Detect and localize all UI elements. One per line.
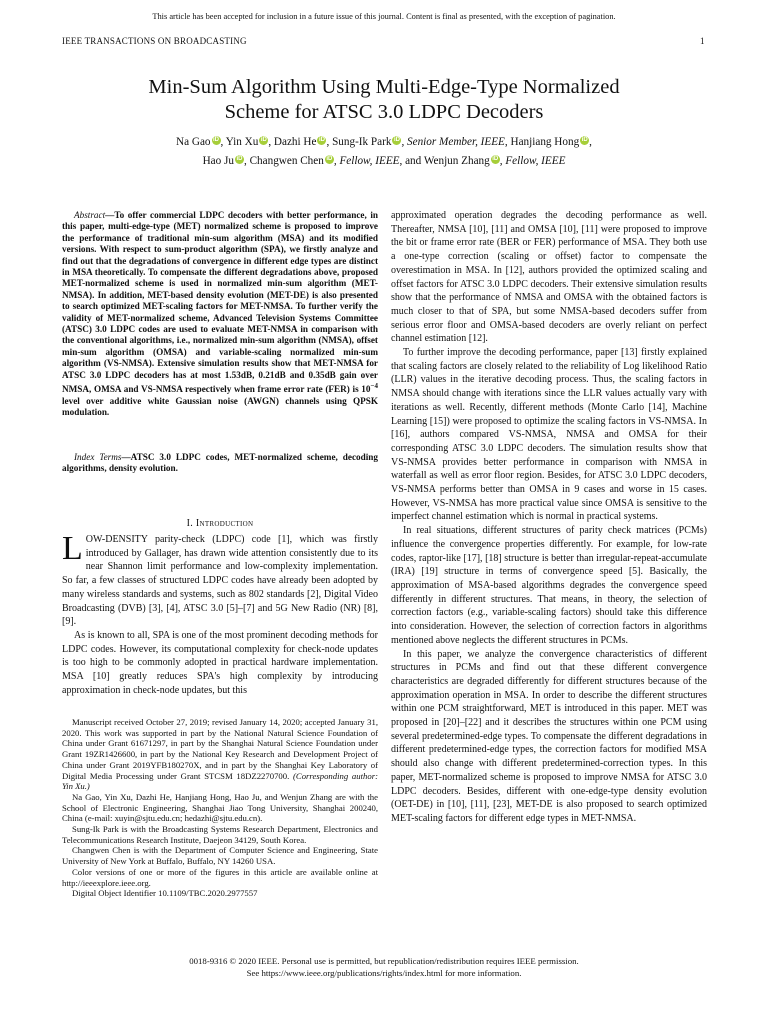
- abstract-exponent: −4: [370, 382, 378, 391]
- orcid-icon[interactable]: iD: [318, 137, 325, 143]
- footnote-affiliation: Sung-Ik Park is with the Broadcasting Systems Research Department, Electronics and Telecommunications Research Institute, Daejeon 34129, South Korea.: [62, 824, 378, 845]
- orcid-icon[interactable]: iD: [393, 137, 400, 143]
- corresponding-author: (Corresponding author: Yin Xu.): [62, 770, 378, 792]
- footnote-text: Manuscript received October 27, 2019; revised January 14, 2020; accepted January 31, 2020. This work was supported in part by the National Natural Science Foundation of China under Grant 61671297, in part by the Shanghai Natural Science Foundation under Grant 19ZR1426600, in part by the National Key Research and Development Project of China under Grant 2019YFB180270X, and in part by the Shanghai Key Laboratory of Digital Media Processing under Grant STCSM 18DZ2270700.: [62, 717, 378, 781]
- footnote-affiliation: Na Gao, Yin Xu, Dazhi He, Hanjiang Hong, Hao Ju, and Wenjun Zhang are with the School of Electronic Engineering, Shanghai Jiao Tong University, Shanghai 200240, China (e-mail: xuyin@sjtu.edu.cn; hedazhi@sjtu.edu.cn).: [62, 791, 378, 824]
- footnote-manuscript: [62, 717, 378, 792]
- title-line-1: Min-Sum Algorithm Using Multi-Edge-Type Normalized: [148, 76, 620, 98]
- intro-right-column: [391, 209, 707, 826]
- author-name: , Hanjiang Hong: [504, 136, 580, 148]
- footnote-affiliation: Changwen Chen is with the Department of Computer Science and Engineering, State University of New York at Buffalo, Buffalo, NY 14260 USA.: [62, 845, 378, 867]
- author-membership: , Fellow, IEEE: [499, 155, 566, 167]
- author-separator: ,: [589, 136, 592, 148]
- abstract-label: Abstract: [74, 210, 106, 220]
- orcid-icon[interactable]: iD: [326, 156, 333, 162]
- footnote-color-versions: Color versions of one or more of the figures in this article are available online at http://ieeexplore.ieee.org.: [62, 866, 378, 888]
- author-membership: , Fellow, IEEE: [333, 155, 400, 167]
- dropcap-letter: L: [62, 530, 83, 567]
- author-name: , Sung-Ik Park: [326, 136, 392, 148]
- intro-left-column: [62, 530, 378, 697]
- paper-title: [60, 75, 708, 125]
- title-line-2: Scheme for ATSC 3.0 LDPC Decoders: [224, 101, 544, 123]
- acceptance-notice: This article has been accepted for inclusion in a future issue of this journal. Content is final as presented, with the exception of pagination.: [152, 12, 616, 21]
- rights-link-line: See https://www.ieee.org/publications/rights/index.html for more information.: [246, 968, 522, 978]
- page-number: 1: [700, 36, 705, 46]
- body-paragraph: In this paper, we analyze the convergence characteristics of different structures in PCMs and find out that these different convergence characteristics are degraded differently for different structures because of the approximation operation in MSA. In order to describe the different structures within one PCM straightforward, MET is introduced in this paper. MET was proposed in [20]–[22] and it describes the structures within one PCM using several predetermined-edge types. To compensate the different degradations in different predetermined-edge types, the correction factors for modified MSA should also change with different predetermined-correction types. In this paper, MET-normalized scheme is proposed to improve NMSA for ATSC 3.0 LDPC decoders. Besides, different with one-edge-type density evolution (OET-DE) in [10], [11], [23], MET-DE is also proposed to search optimized MET-scaling factors for different edge types in MET-NMSA.: [391, 648, 707, 824]
- copyright-footer: [0, 955, 768, 979]
- orcid-icon[interactable]: iD: [236, 156, 243, 162]
- author-name: , Changwen Chen: [243, 155, 324, 167]
- copyright-line: 0018-9316 © 2020 IEEE. Personal use is permitted, but republication/redistribution requires IEEE permission.: [189, 956, 579, 966]
- body-paragraph: In real situations, different structures of parity check matrices (PCMs) influence the convergence properties differently. For example, for low-rate codes, raptor-like [17], [18] structure is better than irregular-repeat-accumulate (IRA) [19] structure in terms of convergence speed [5]. Basically, the approximation of MSA-based algorithms degrades the convergence speed differently in different structures. That means, in theory, the selection of correction factors (e.g., variable-scaling factors) should take this difference into consideration. However, the selection of correction factors in algorithms mentioned above neglects the different structures in PCMs.: [391, 525, 707, 646]
- section-heading: I. Introduction: [186, 518, 254, 529]
- author-name: , Dazhi He: [268, 136, 317, 148]
- author-name: Na Gao: [176, 136, 211, 148]
- index-terms-text: —ATSC 3.0 LDPC codes, MET-normalized scheme, decoding algorithms, density evolution.: [62, 452, 378, 474]
- orcid-icon[interactable]: iD: [492, 156, 499, 162]
- body-paragraph: approximated operation degrades the decoding performance as well. Thereafter, NMSA [10], [11] and OMSA [10], [11] were proposed to improve the bit or frame error rate (BER or FER) performance of MSA. They both use a one-type correction (scaling or offset) factor to compensate the overestimation in MSA. In [12], authors provided the optimized scaling and offset factors for ATSC 3.0 LDPC decoders. Their extensive simulation results show that the performance of NMSA and OMSA with the obtained factors is much closer to that of SPA, but some NMSA-based decoders suffer from serious error floor and OMSA-based decoders are overly reliant on perfect channel estimation [12].: [391, 210, 707, 345]
- author-line-2: [60, 152, 708, 171]
- intro-paragraph: [62, 530, 378, 629]
- intro-paragraph-text: OW-DENSITY parity-check (LDPC) code [1], which was firstly introduced by Gallager, has drawn wide attention consistently due to its near Shannon limit performance and low-complexity implementation. So far, a few classes of structured LDPC codes have already been adopted by many wireless standards and systems, such as 802 standards [2], Digital Video Broadcasting (DVB) [3], [4], ATSC 3.0 [5]–[7] and 5G New Radio (NR) [8], [9].: [62, 534, 378, 628]
- intro-paragraph: As is known to all, SPA is one of the most prominent decoding methods for LDPC codes. However, its computational complexity for check-node updates is too high to be commonly adopted in practical hardware implementation. MSA [10] greatly reduces SPA's high complexity by introducing approximation in check-node updates, but this: [62, 629, 378, 696]
- orcid-icon[interactable]: iD: [581, 137, 588, 143]
- first-page-footnotes: [62, 717, 378, 899]
- orcid-icon[interactable]: iD: [213, 137, 220, 143]
- index-terms: [62, 452, 378, 475]
- journal-running-head: IEEE TRANSACTIONS ON BROADCASTING: [62, 36, 247, 46]
- author-list: [60, 133, 708, 171]
- author-name: , Yin Xu: [220, 136, 259, 148]
- orcid-icon[interactable]: iD: [260, 137, 267, 143]
- abstract-text-end: level over additive white Gaussian noise (AWGN) channels using QPSK modulation.: [62, 395, 378, 417]
- abstract: [62, 210, 378, 418]
- author-name: , and Wenjun Zhang: [399, 155, 490, 167]
- body-paragraph: To further improve the decoding performance, paper [13] firstly explained that scaling factors are closely related to the reliability of Log likelihood Ratio (LLR) values in the iterative decoding process. Thus, the scaling factors in NMSA should change with iterations since the LLR values actually vary with iterations as well. Recently, different methods (Monte Carlo [14], Machine Learning [15]) were proposed to optimize the scaling factors in VS-NMSA. In [16], authors compared VS-NMSA, NMSA and OMSA for their corresponding ATSC 3.0 LDPC decoders. The simulation results show that VS-NMSA provides better performance in comparison with NMSA in waterfall as well as error floor region. Besides, for ATSC 3.0 LDPC decoders, VS-NMSA performs better than OMSA in 9 cases and worse in 15 cases. However, VS-NMSA has more practical value since OMSA is sensitive to the imperfect channel estimation which is normal in practical systems.: [391, 347, 707, 523]
- footnote-doi: Digital Object Identifier 10.1109/TBC.2020.2977557: [72, 888, 258, 899]
- author-name: Hao Ju: [202, 155, 234, 167]
- author-membership: , Senior Member, IEEE: [401, 136, 505, 148]
- index-terms-label: Index Terms: [74, 452, 122, 462]
- author-line-1: [60, 133, 708, 152]
- abstract-text: —To offer commercial LDPC decoders with better performance, in this paper, multi-edge-type (MET) normalized scheme is proposed to improve the performance of traditional min-sum algorithm (MSA) and its modified versions. With respect to sum-product algorithm (SPA), we firstly analyze and find out that the degradations of convergence in different edge types are distinct in MSA theoretically. To compensate the different degradations above, proposed MET-normalized scheme is used in normalized min-sum algorithm (MET-NMSA). In addition, MET-based density evolution (MET-DE) is also presented to search optimized MET-scaling factors for MET-NMSA. To further verify the validity of MET-normalized scheme, Advanced Television Systems Committee (ATSC) 3.0 LDPC codes are used to evaluate MET-NMSA in comparison with the conventional algorithms, i.e., normalized min-sum algorithm (NMSA), offset min-sum algorithm (OMSA) and variable-scaling normalized min-sum algorithm (VS-NMSA). Extensive simulation results show that MET-NMSA for ATSC 3.0 LDPC decoders has at most 1.53dB, 0.21dB and 0.35dB gain over NMSA, OMSA and VS-NMSA respectively when frame error rate (FER) is 10: [62, 210, 378, 395]
